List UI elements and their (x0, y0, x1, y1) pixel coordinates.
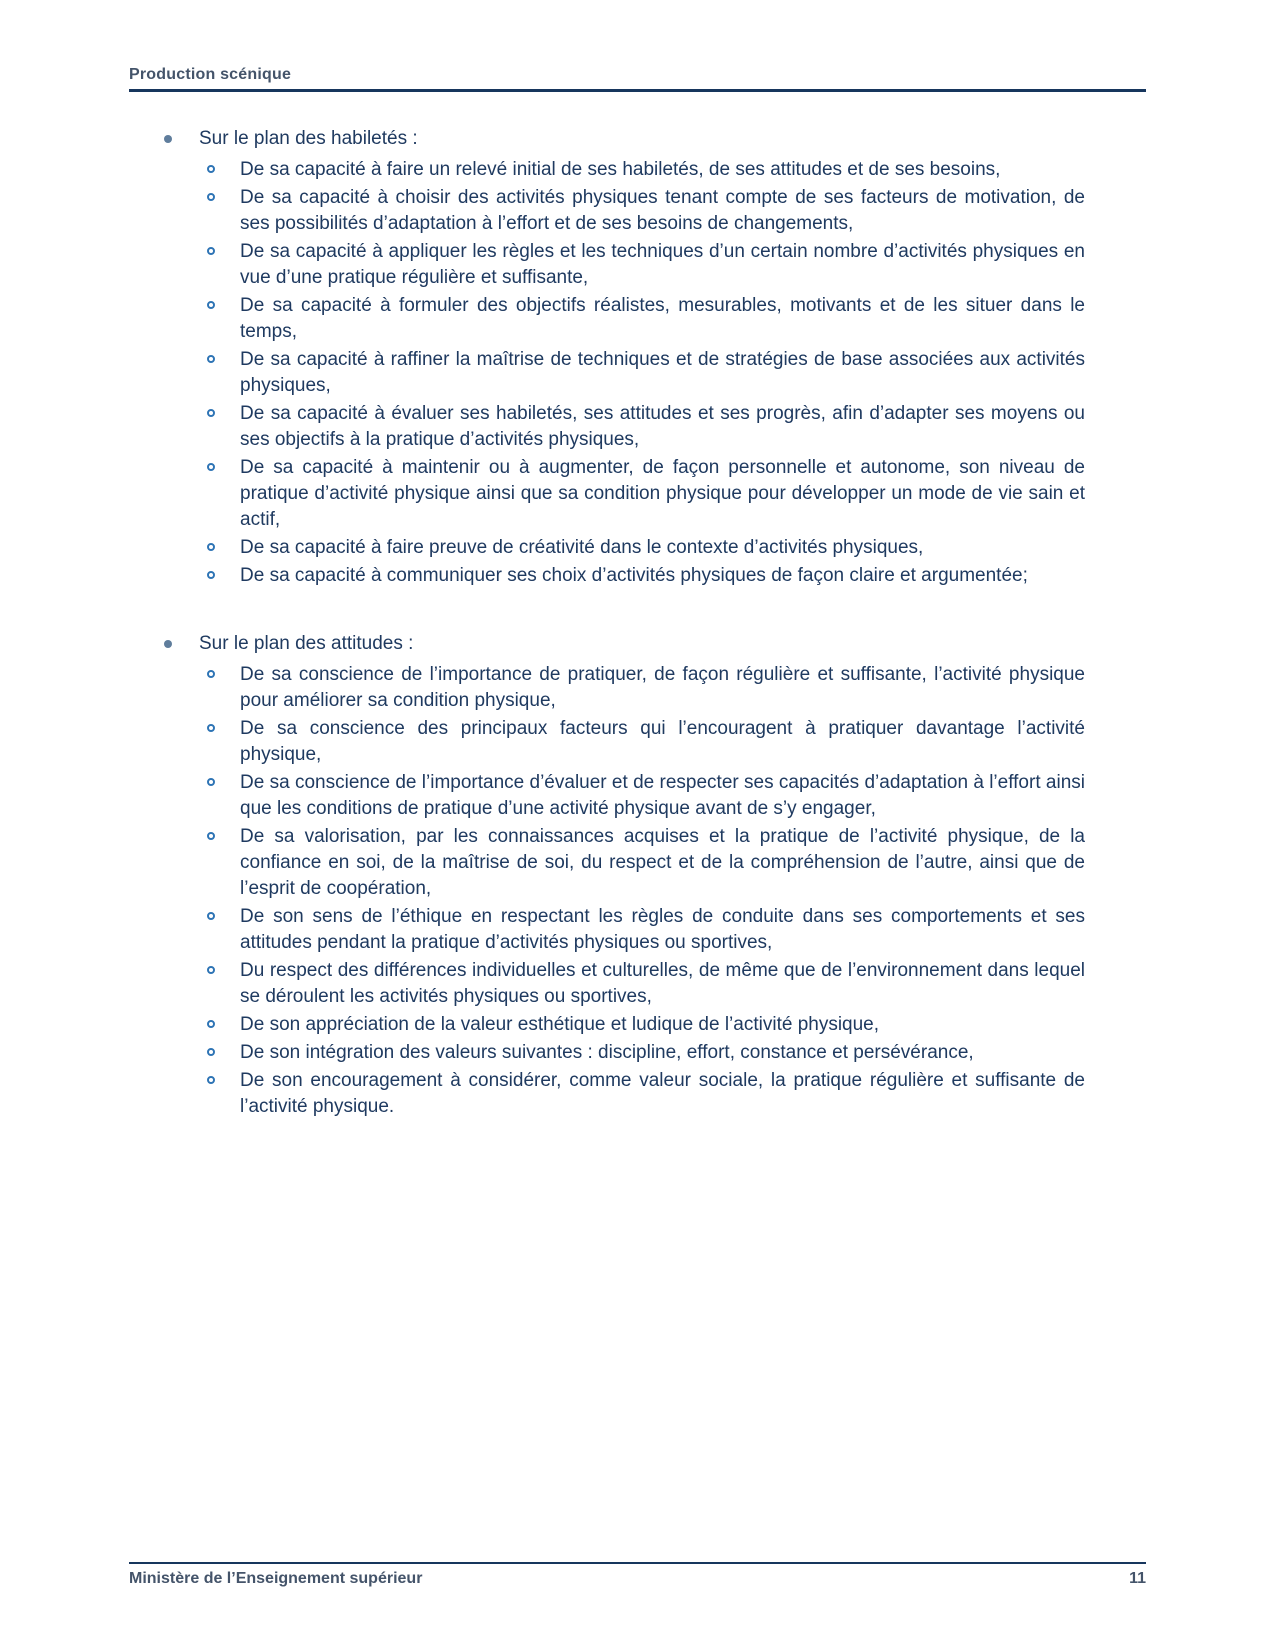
circle-bullet-icon (207, 1076, 215, 1084)
list-item-text: De sa capacité à choisir des activités physiques tenant compte de ses facteurs de motivation, de ses possibilités d’adaptation à l’effort et de ses besoins de changements, (240, 187, 1085, 234)
circle-bullet-icon (207, 409, 215, 417)
list-item-text: Du respect des différences individuelles et culturelles, de même que de l’environnement dans lequel se déroulent les activités physiques ou sportives, (240, 960, 1085, 1007)
circle-bullet-icon (207, 912, 215, 920)
page-header (129, 66, 1146, 92)
section-habiletes (129, 126, 1146, 589)
list-item-text: De sa capacité à raffiner la maîtrise de techniques et de stratégies de base associées aux activités physiques, (240, 349, 1085, 396)
circle-bullet-icon (207, 724, 215, 732)
list-item (129, 401, 1146, 453)
list-item-text: De sa capacité à appliquer les règles et les techniques d’un certain nombre d’activités physiques en vue d’une pratique régulière et suffisante, (240, 241, 1085, 288)
list-item (129, 904, 1146, 956)
footer-row (129, 1570, 1146, 1588)
section-heading (129, 631, 1146, 657)
list-item (129, 716, 1146, 768)
list-item (129, 157, 1146, 183)
circle-bullet-icon (207, 670, 215, 678)
circle-bullet-icon (207, 355, 215, 363)
circle-bullet-icon (207, 1048, 215, 1056)
header-rule (129, 89, 1146, 92)
bullet-dot-icon (164, 640, 172, 648)
list-item (129, 185, 1146, 237)
list-item-text: De sa capacité à évaluer ses habiletés, ses attitudes et ses progrès, afin d’adapter ses moyens ou ses objectifs à la pratique d’activités physiques, (240, 403, 1085, 450)
page-number: 11 (1129, 1570, 1146, 1587)
list-item (129, 662, 1146, 714)
list-item (129, 958, 1146, 1010)
list-item-text: De son intégration des valeurs suivantes : discipline, effort, constance et persévérance, (240, 1042, 974, 1063)
circle-bullet-icon (207, 247, 215, 255)
circle-bullet-icon (207, 463, 215, 471)
circle-bullet-icon (207, 1020, 215, 1028)
list-item-text: De son encouragement à considérer, comme valeur sociale, la pratique régulière et suffisante de l’activité physique. (240, 1070, 1085, 1117)
list-item (129, 293, 1146, 345)
list-item (129, 535, 1146, 561)
section-heading (129, 126, 1146, 152)
running-header-title: Production scénique (129, 66, 292, 83)
circle-bullet-icon (207, 966, 215, 974)
circle-bullet-icon (207, 193, 215, 201)
circle-bullet-icon (207, 778, 215, 786)
footer-ministry-label: Ministère de l’Enseignement supérieur (129, 1570, 423, 1587)
list-item (129, 770, 1146, 822)
list-item (129, 239, 1146, 291)
list-item (129, 824, 1146, 902)
list-item (129, 347, 1146, 399)
list-item (129, 1012, 1146, 1038)
circle-bullet-icon (207, 543, 215, 551)
section-title: Sur le plan des attitudes : (199, 633, 414, 654)
circle-bullet-icon (207, 301, 215, 309)
list-item-text: De sa conscience de l’importance de pratiquer, de façon régulière et suffisante, l’activité physique pour améliorer sa condition physique, (240, 664, 1085, 711)
footer-rule (129, 1562, 1146, 1564)
circle-bullet-icon (207, 832, 215, 840)
list-item-text: De sa capacité à faire preuve de créativité dans le contexte d’activités physiques, (240, 537, 924, 558)
list-item (129, 455, 1146, 533)
page-footer (129, 1562, 1146, 1588)
list-item-text: De sa capacité à faire un relevé initial de ses habiletés, de ses attitudes et de ses besoins, (240, 159, 1001, 180)
list-item (129, 1068, 1146, 1120)
list-item (129, 563, 1146, 589)
circle-bullet-icon (207, 571, 215, 579)
circle-bullet-icon (207, 165, 215, 173)
bullet-dot-icon (164, 135, 172, 143)
section-attitudes (129, 631, 1146, 1120)
list-item-text: De sa conscience des principaux facteurs qui l’encouragent à pratiquer davantage l’activité physique, (240, 718, 1085, 765)
section-title: Sur le plan des habiletés : (199, 128, 418, 149)
list-item-text: De sa valorisation, par les connaissances acquises et la pratique de l’activité physique, de la confiance en soi, de la maîtrise de soi, du respect et de la compréhension de l’autre, ainsi que de l’esprit de coopération, (240, 826, 1085, 899)
list-item-text: De sa capacité à communiquer ses choix d’activités physiques de façon claire et argumentée; (240, 565, 1028, 586)
page-content (129, 126, 1146, 1162)
list-item-text: De sa capacité à maintenir ou à augmenter, de façon personnelle et autonome, son niveau de pratique d’activité physique ainsi que sa condition physique pour développer un mode de vie sain et actif, (240, 457, 1085, 530)
list-item-text: De son sens de l’éthique en respectant les règles de conduite dans ses comportements et ses attitudes pendant la pratique d’activités physiques ou sportives, (240, 906, 1085, 953)
list-item-text: De sa conscience de l’importance d’évaluer et de respecter ses capacités d’adaptation à l’effort ainsi que les conditions de pratique d’une activité physique avant de s’y engager, (240, 772, 1085, 819)
list-item-text: De sa capacité à formuler des objectifs réalistes, mesurables, motivants et de les situer dans le temps, (240, 295, 1085, 342)
list-item (129, 1040, 1146, 1066)
list-item-text: De son appréciation de la valeur esthétique et ludique de l’activité physique, (240, 1014, 880, 1035)
